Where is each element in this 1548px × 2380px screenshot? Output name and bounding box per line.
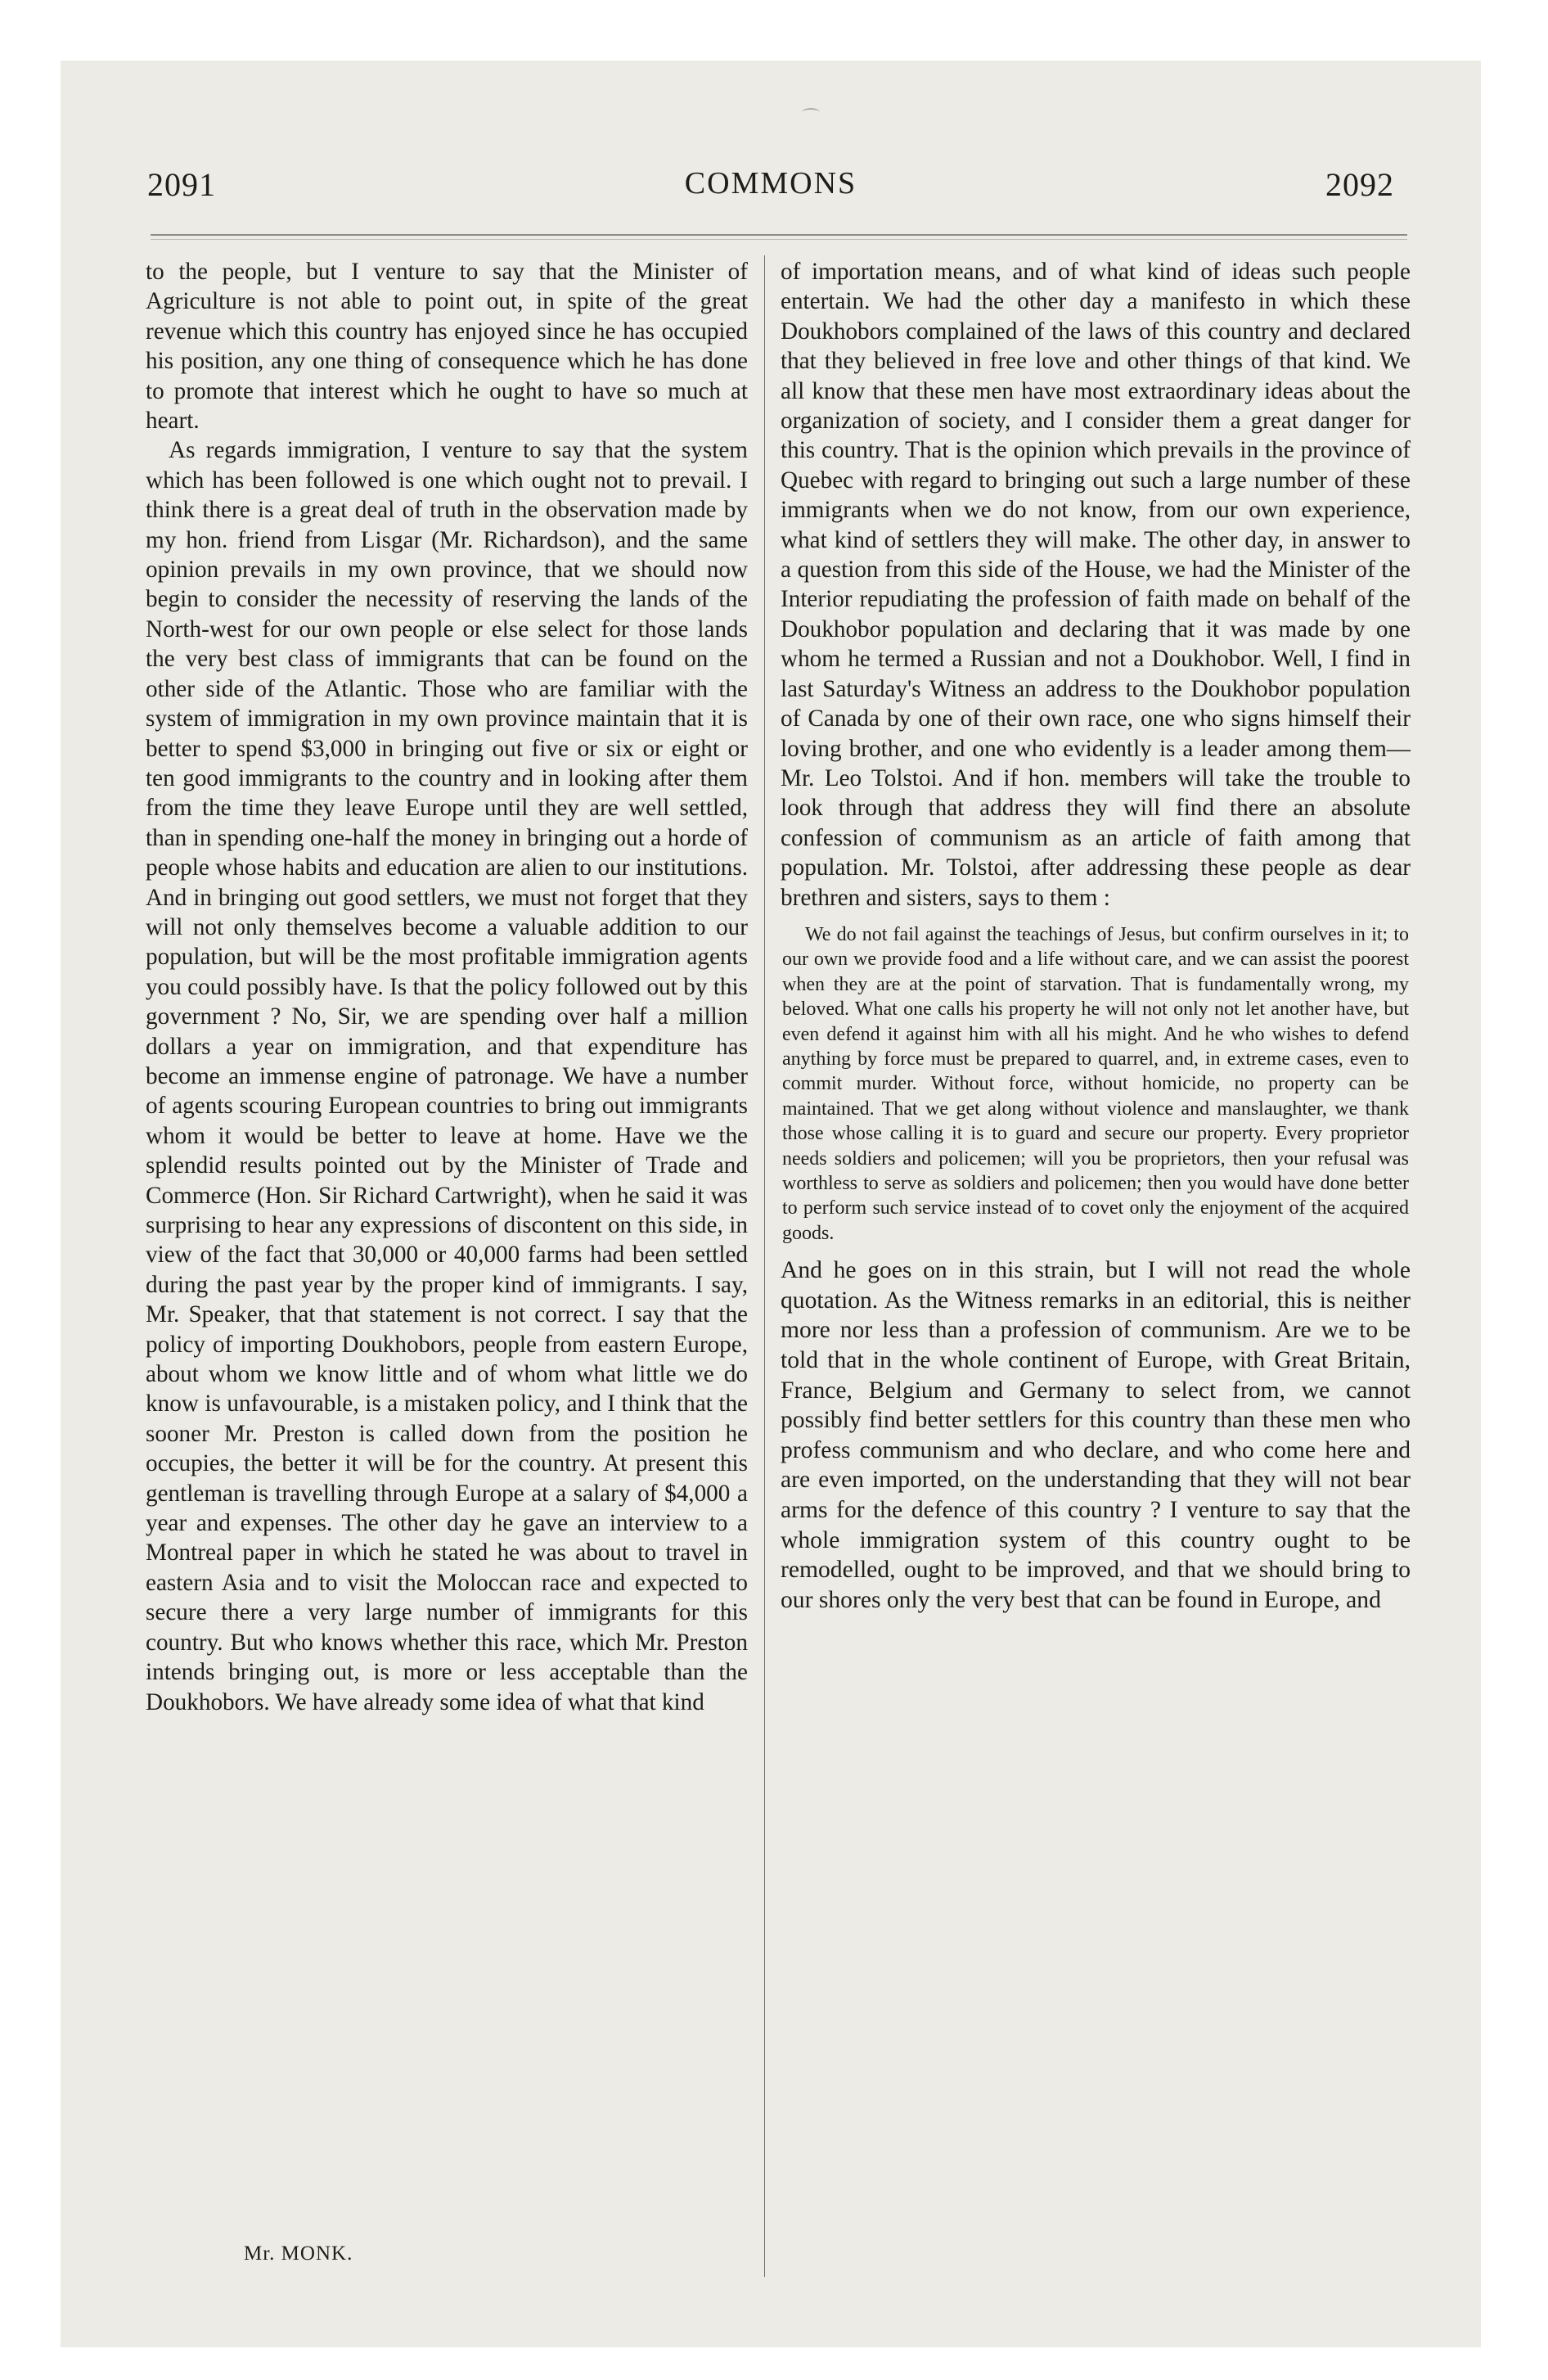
page-number-left: 2091	[147, 166, 216, 203]
paragraph: to the people, but I venture to say that the Minister of Agriculture is not able to point out, in spite of the great revenue which this country has enjoyed since he has occupied his position, any one thing of consequence which he has done to promote that interest which he ought to have so much at heart.	[146, 259, 748, 435]
quote-text: We do not fail against the teachings of Jesus, but confirm ourselves in it; to our own we provide food and a life without care, and we can assist the poorest when they are at the point of starvation. That is fundamentally wrong, my beloved. What one calls his property he will not only not let another have, but even defend it against him with all his might. And he who wishes to defend anything by force must be prepared to quarrel, and, in extreme cases, even to commit murder. Without force, without homicide, no property can be maintained. That we get along without violence and manslaughter, we thank those whose calling it is to guard and secure our property. Every proprietor needs soldiers and policemen; will you be proprietors, then your refusal was worthless to serve as soldiers and policemen; then you would have done better to perform such service instead of to covet only the enjoyment of the acquired goods.	[782, 923, 1409, 1244]
speaker-footer: Mr. MONK.	[244, 2243, 353, 2265]
paragraph: of importation means, and of what kind of ideas such people entertain. We had the other day a manifesto in which these Doukhobors complained of the laws of this country and declared that they believed in free love and other things of that kind. We all know that these men have most extraordinary ideas about the organization of society, and I consider them a great danger for this country. That is the opinion which prevails in the province of Quebec with regard to bringing out such a large number of these immigrants when we do not know, from our own experience, what kind of settlers they will make. The other day, in answer to a question from this side of the House, we had the Minister of the Interior repudiating the profession of faith made on behalf of the Doukhobor population and declaring that it was made by one whom he termed a Russian and not a Doukhobor. Well, I find in last Saturday's Witness an address to the Doukhobor population of Canada by one of their own race, one who signs himself their loving brother, and one who evidently is a leader among them—Mr. Leo Tolstoi. And if hon. members will take the trouble to look through that address they will find there an absolute confession of communism as an article of faith among that population. Mr. Tolstoi, after addressing these people as dear brethren and sisters, says to them :	[781, 259, 1411, 911]
paragraph: And he goes on in this strain, but I will not read the whole quotation. As the Witness remarks in an editorial, this is neither more nor less than a profession of communism. Are we to be told that in the whole continent of Europe, with Great Britain, France, Belgium and Germany to select from, we cannot possibly find better settlers for this country than these men who profess communism and who declare, and who come here and are even imported, on the understanding that they will not bear arms for the defence of this country ? I venture to say that the whole immigration system of this country ought to be remodelled, ought to be improved, and that we should bring to our shores only the very best that can be found in Europe, and	[781, 1257, 1411, 1613]
right-column	[781, 257, 1411, 1615]
header-rule-secondary	[151, 239, 1407, 240]
left-column	[146, 257, 748, 1717]
page-header	[61, 165, 1481, 214]
running-title: COMMONS	[684, 166, 857, 201]
print-mark	[802, 108, 820, 116]
header-rule	[151, 234, 1407, 236]
scanned-page	[61, 61, 1481, 2347]
block-quote	[781, 922, 1411, 1246]
paragraph: As regards immigration, I venture to say that the system which has been followed is one which ought not to prevail. I think there is a great deal of truth in the observation made by my hon. friend from Lisgar (Mr. Richardson), and the same opinion prevails in my own province, that we should now begin to consider the necessity of reserving the lands of the North-west for our own people or else select for those lands the very best class of immigrants that can be found on the other side of the Atlantic. Those who are familiar with the system of immigration in my own province maintain that it is better to spend $3,000 in bringing out five or six or eight or ten good immigrants to the country and in looking after them from the time they leave Europe until they are well settled, than in spending one-half the money in bringing out a horde of people whose habits and education are alien to our institutions. And in bringing out good settlers, we must not forget that they will not only themselves become a valuable addition to our population, but will be the most profitable immigration agents you could possibly have. Is that the policy followed out by this government ? No, Sir, we are spending over half a million dollars a year on immigration, and that expenditure has become an immense engine of patronage. We have a number of agents scouring European countries to bring out immigrants whom it would be better to leave at home. Have we the splendid results pointed out by the Minister of Trade and Commerce (Hon. Sir Richard Cartwright), when he said it was surprising to hear any expressions of discontent on this side, in view of the fact that 30,000 or 40,000 farms had been settled during the past year by the proper kind of immigrants. I say, Mr. Speaker, that that statement is not correct. I say that the policy of importing Doukhobors, people from eastern Europe, about whom we know little and of whom what little we do know is unfavourable, is a mistaken policy, and I think that the sooner Mr. Preston is called down from the position he occupies, the better it will be for the country. At present this gentleman is travelling through Europe at a salary of $4,000 a year and expenses. The other day he gave an interview to a Montreal paper in which he stated he was about to travel in eastern Asia and to visit the Moloccan race and expected to secure there a very large number of immigrants for this country. But who knows whether this race, which Mr. Preston intends bringing out, is more or less acceptable than the Doukhobors. We have already some idea of what that kind	[146, 437, 748, 1715]
column-divider	[764, 255, 765, 2277]
page-number-right: 2092	[1325, 166, 1394, 203]
